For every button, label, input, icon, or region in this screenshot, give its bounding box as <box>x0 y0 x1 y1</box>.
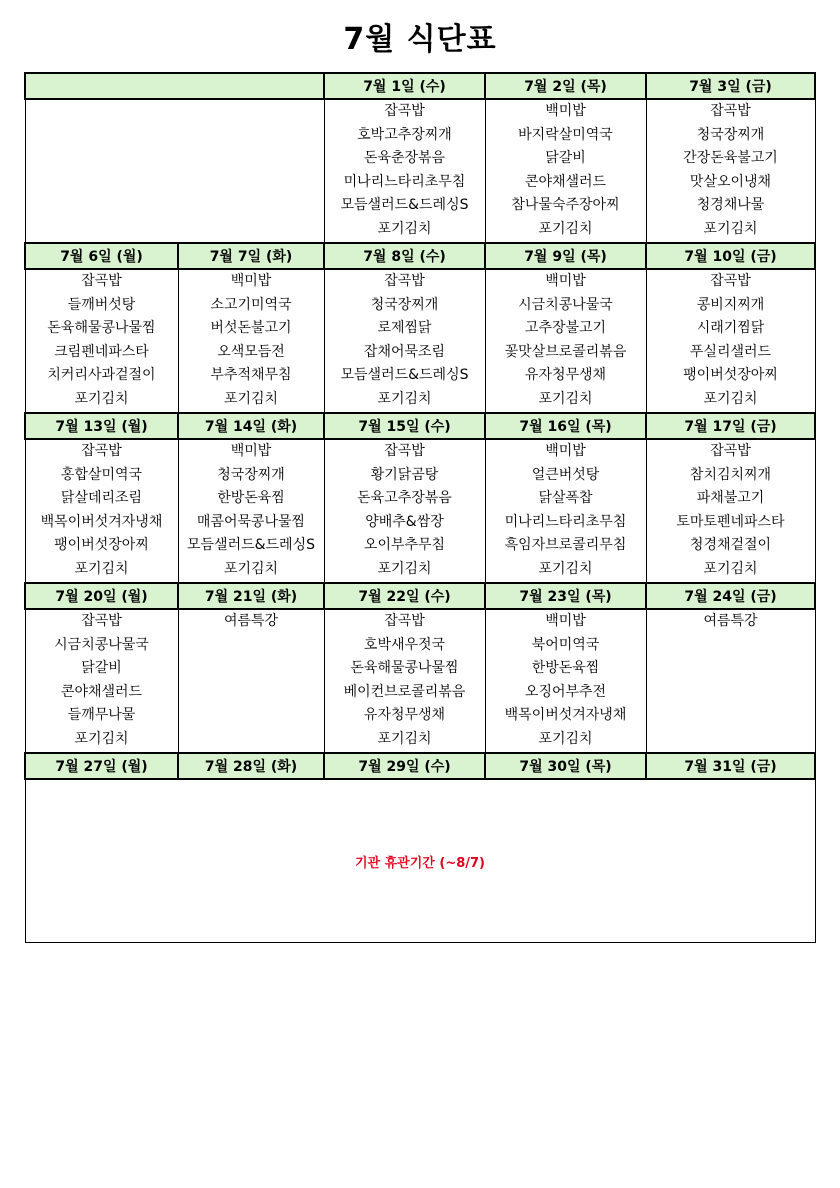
menu-item: 포기김치 <box>703 220 758 237</box>
menu-item: 토마토펜네파스타 <box>676 513 785 530</box>
menu-cell <box>178 269 324 413</box>
menu-item: 파채불고기 <box>696 490 765 507</box>
date-cell: 7월 23일 (목) <box>485 583 646 609</box>
menu-item: 들깨버섯탕 <box>67 296 136 313</box>
menu-cell <box>25 439 178 583</box>
menu-item: 돈육해물콩나물찜 <box>47 320 156 337</box>
special-event-cell <box>646 609 815 753</box>
menu-item: 청국장찌개 <box>217 466 285 483</box>
date-cell: 7월 22일 (수) <box>324 583 485 609</box>
week-header-row <box>25 73 815 99</box>
menu-item: 잡곡밥 <box>81 273 122 289</box>
week-header-row <box>25 413 815 439</box>
date-cell: 7월 31일 (금) <box>646 753 815 779</box>
date-cell: 7월 20일 (월) <box>25 583 178 609</box>
closure-row <box>25 779 815 943</box>
menu-item: 포기김치 <box>74 730 129 747</box>
date-cell: 7월 17일 (금) <box>646 413 815 439</box>
menu-item: 유자청무생채 <box>363 707 446 724</box>
menu-item: 미나리느타리초무침 <box>504 513 627 530</box>
date-cell: 7월 7일 (화) <box>178 243 324 269</box>
menu-item: 버섯돈불고기 <box>210 320 292 337</box>
date-cell: 7월 30일 (목) <box>485 753 646 779</box>
menu-cell <box>485 609 646 753</box>
week-menu-row <box>25 269 815 413</box>
menu-item: 잡채어묵조림 <box>363 343 446 360</box>
date-cell: 7월 6일 (월) <box>25 243 178 269</box>
menu-item: 매콤어묵콩나물찜 <box>196 513 306 530</box>
date-cell: 7월 28일 (화) <box>178 753 324 779</box>
menu-item: 잡곡밥 <box>384 103 425 119</box>
week-menu-row <box>25 99 815 243</box>
menu-item: 포기김치 <box>377 560 432 577</box>
menu-item: 잡곡밥 <box>384 443 425 459</box>
menu-item: 콘야채샐러드 <box>60 683 143 700</box>
menu-cell <box>324 609 485 753</box>
menu-item: 고추장불고기 <box>524 320 607 337</box>
menu-item: 들깨무나물 <box>67 707 136 724</box>
menu-item: 포기김치 <box>538 730 593 747</box>
menu-item: 포기김치 <box>223 560 279 577</box>
week-menu-row <box>25 609 815 753</box>
menu-item: 꽃맛살브로콜리볶음 <box>504 343 627 360</box>
menu-item: 청국장찌개 <box>696 126 765 143</box>
menu-cell <box>178 439 324 583</box>
date-cell: 7월 29일 (수) <box>324 753 485 779</box>
menu-item: 백목이버섯겨자냉채 <box>40 513 163 530</box>
menu-item: 백미밥 <box>545 273 586 289</box>
menu-item: 바지락살미역국 <box>518 126 613 143</box>
menu-cell <box>485 269 646 413</box>
menu-item: 돈육고추장볶음 <box>357 490 452 507</box>
menu-cell <box>324 269 485 413</box>
menu-item: 부추적채무침 <box>210 367 292 384</box>
date-cell: 7월 15일 (수) <box>324 413 485 439</box>
menu-item: 콩비지찌개 <box>696 296 765 313</box>
menu-item: 잡곡밥 <box>81 613 122 629</box>
menu-item: 팽이버섯장아찌 <box>683 367 778 384</box>
menu-item: 모듬샐러드&드레싱S <box>187 537 315 554</box>
menu-item: 닭살데리조림 <box>60 490 143 507</box>
menu-item: 유자청무생채 <box>524 367 607 384</box>
menu-cell <box>646 439 815 583</box>
menu-item: 오징어부추전 <box>524 683 607 700</box>
menu-item: 포기김치 <box>377 390 432 407</box>
date-cell: 7월 16일 (목) <box>485 413 646 439</box>
menu-cell-empty <box>25 99 324 243</box>
menu-item: 포기김치 <box>74 390 129 407</box>
menu-item: 포기김치 <box>703 560 758 577</box>
menu-item: 한방돈육찜 <box>217 490 285 507</box>
menu-cell <box>646 269 815 413</box>
date-cell: 7월 24일 (금) <box>646 583 815 609</box>
menu-item: 시금치콩나물국 <box>54 636 149 653</box>
menu-item: 흑임자브로콜리무침 <box>504 537 627 554</box>
menu-cell <box>324 439 485 583</box>
menu-item: 포기김치 <box>538 560 593 577</box>
menu-item: 양배추&쌈장 <box>365 513 444 530</box>
menu-item: 콘야채샐러드 <box>524 173 607 190</box>
menu-item: 모듬샐러드&드레싱S <box>340 367 469 384</box>
menu-cell <box>25 609 178 753</box>
menu-item: 포기김치 <box>538 390 593 407</box>
menu-item: 잡곡밥 <box>710 273 751 289</box>
menu-item: 포기김치 <box>223 390 279 407</box>
menu-cell <box>324 99 485 243</box>
menu-item: 잡곡밥 <box>710 103 751 119</box>
menu-item: 치커리사과겉절이 <box>47 367 156 384</box>
week-header-row <box>25 583 815 609</box>
week-header-row <box>25 243 815 269</box>
week-menu-row <box>25 439 815 583</box>
menu-item: 백미밥 <box>230 273 272 289</box>
date-cell: 7월 13일 (월) <box>25 413 178 439</box>
menu-item: 포기김치 <box>377 730 432 747</box>
page-title: 7월 식단표 <box>343 22 497 57</box>
menu-item: 시래기찜닭 <box>696 320 765 337</box>
closure-cell <box>25 779 815 943</box>
menu-item: 포기김치 <box>377 220 432 237</box>
menu-item: 백미밥 <box>545 613 586 629</box>
date-cell: 7월 2일 (목) <box>485 73 646 99</box>
date-cell: 7월 3일 (금) <box>646 73 815 99</box>
menu-item: 백미밥 <box>230 443 272 459</box>
menu-item: 잡곡밥 <box>710 443 751 459</box>
menu-item: 닭살폭찹 <box>538 490 593 507</box>
menu-item: 황기닭곰탕 <box>370 466 439 483</box>
menu-item: 포기김치 <box>703 390 758 407</box>
menu-item: 소고기미역국 <box>210 296 292 313</box>
date-cell: 7월 10일 (금) <box>646 243 815 269</box>
menu-item: 잡곡밥 <box>384 613 425 629</box>
menu-item: 간장돈육불고기 <box>683 150 778 167</box>
menu-item: 오이부추무침 <box>363 537 446 554</box>
menu-item: 백미밥 <box>545 443 586 459</box>
menu-item: 청국장찌개 <box>370 296 439 313</box>
menu-item: 청경채겉절이 <box>689 537 772 554</box>
menu-item: 로제찜닭 <box>377 320 432 337</box>
menu-item: 크림펜네파스타 <box>54 343 149 360</box>
special-event-label: 여름특강 <box>703 613 758 629</box>
menu-item: 팽이버섯장아찌 <box>54 537 149 554</box>
menu-item: 돈육해물콩나물찜 <box>350 660 459 677</box>
menu-item: 홍합살미역국 <box>60 466 143 483</box>
menu-item: 청경채나물 <box>696 197 765 214</box>
menu-item: 미나리느타리초무침 <box>343 173 466 190</box>
menu-item: 참치김치찌개 <box>689 466 772 483</box>
date-cell: 7월 14일 (화) <box>178 413 324 439</box>
menu-cell <box>485 99 646 243</box>
menu-item: 한방돈육찜 <box>531 660 600 677</box>
menu-item: 얼큰버섯탕 <box>531 466 600 483</box>
date-cell: 7월 27일 (월) <box>25 753 178 779</box>
menu-item: 호박새우젓국 <box>363 636 446 653</box>
special-event-cell <box>178 609 324 753</box>
menu-cell <box>646 99 815 243</box>
date-cell: 7월 9일 (목) <box>485 243 646 269</box>
menu-item: 닭갈비 <box>545 150 586 167</box>
menu-item: 맛살오이냉채 <box>689 173 772 190</box>
menu-item: 닭갈비 <box>81 660 122 677</box>
date-cell: 7월 21일 (화) <box>178 583 324 609</box>
menu-item: 포기김치 <box>74 560 129 577</box>
menu-cell <box>485 439 646 583</box>
menu-item: 백미밥 <box>545 103 586 119</box>
menu-item: 호박고추장찌개 <box>357 126 452 143</box>
menu-item: 베이컨브로콜리볶음 <box>343 683 466 700</box>
menu-item: 오색모듬전 <box>217 343 285 360</box>
date-cell: 7월 1일 (수) <box>324 73 485 99</box>
menu-item: 시금치콩나물국 <box>518 296 613 313</box>
menu-item: 북어미역국 <box>531 636 600 653</box>
date-cell: 7월 8일 (수) <box>324 243 485 269</box>
menu-item: 포기김치 <box>538 220 593 237</box>
date-cell-empty <box>25 73 324 99</box>
menu-cell <box>25 269 178 413</box>
closure-notice: 기관 휴관기간 (~8/7) <box>354 855 485 871</box>
week-header-row <box>25 753 815 779</box>
menu-item: 잡곡밥 <box>384 273 425 289</box>
menu-item: 푸실리샐러드 <box>689 343 772 360</box>
menu-table <box>24 72 816 943</box>
menu-item: 돈육춘장볶음 <box>363 150 446 167</box>
special-event-label: 여름특강 <box>223 613 279 629</box>
menu-item: 잡곡밥 <box>81 443 122 459</box>
menu-item: 모듬샐러드&드레싱S <box>340 197 469 214</box>
menu-item: 참나물숙주장아찌 <box>511 197 620 214</box>
menu-item: 백목이버섯겨자냉채 <box>504 707 627 724</box>
